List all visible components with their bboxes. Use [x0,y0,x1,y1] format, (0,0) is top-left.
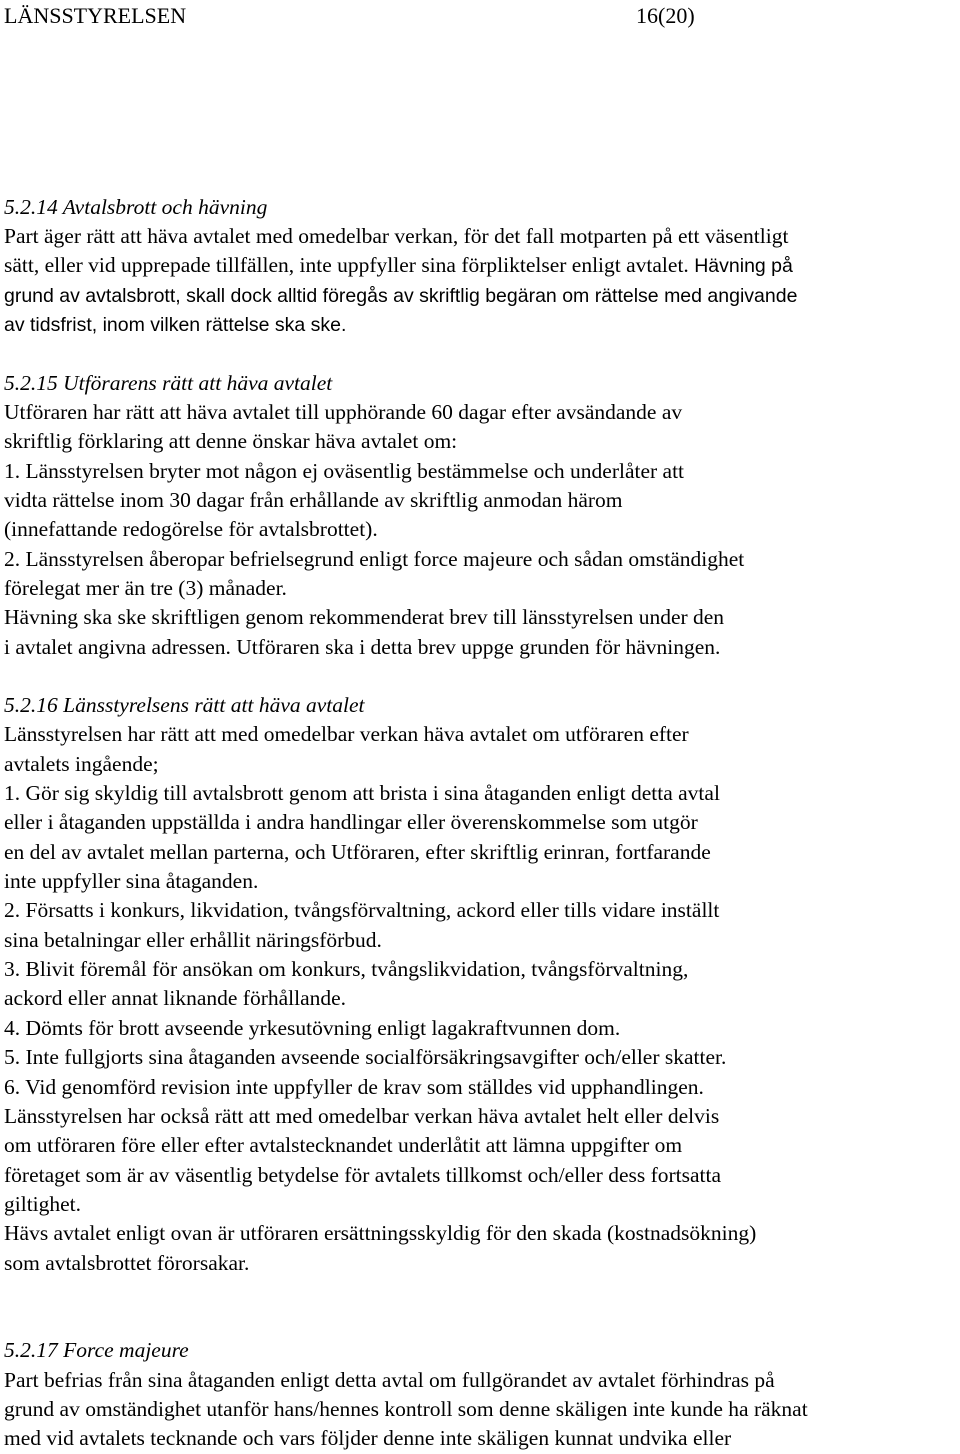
text-line: ackord eller annat liknande förhållande. [4,986,347,1010]
list-item: 1. Länsstyrelsen bryter mot någon ej oväsentlig bestämmelse och underlåter att [4,459,685,483]
text-line: Länsstyrelsen har också rätt att med omedelbar verkan häva avtalet helt eller delvis [4,1104,720,1128]
section-heading-5-2-16: 5.2.16 Länsstyrelsens rätt att häva avtalet [4,693,365,717]
text-line: företaget som är av väsentlig betydelse för avtalets tillkomst och/eller dess fortsatta [4,1163,722,1187]
list-item: 2. Länsstyrelsen åberopar befrielsegrund enligt force majeure och sådan omständighet [4,547,745,571]
text-segment: sätt, eller vid upprepade tillfällen, inte uppfyller sina förpliktelser enligt avtalet. [4,253,689,277]
section-heading-5-2-14: 5.2.14 Avtalsbrott och hävning [4,195,268,219]
page-number: 16(20) [636,3,695,28]
list-item: 4. Dömts för brott avseende yrkesutövning enligt lagakraftvunnen dom. [4,1016,621,1040]
text-line: Part äger rätt att häva avtalet med omedelbar verkan, för det fall motparten på ett väsentligt [4,224,789,248]
text-segment: Hävning på [688,255,793,277]
text-line: vidta rättelse inom 30 dagar från erhållande av skriftlig anmodan härom [4,488,623,512]
text-line: sina betalningar eller erhållit näringsförbud. [4,928,382,952]
text-line [4,252,793,279]
text-line: Hävs avtalet enligt ovan är utföraren ersättningsskyldig för den skada (kostnadsökning) [4,1221,757,1245]
text-line: giltighet. [4,1192,82,1216]
text-line: eller i åtaganden uppställda i andra handlingar eller överenskommelse som utgör [4,810,698,834]
text-line: avtalets ingående; [4,752,159,776]
text-line: grund av avtalsbrott, skall dock alltid föregås av skriftlig begäran om rättelse med angivande [4,285,798,307]
text-line: Utföraren har rätt att häva avtalet till upphörande 60 dagar efter avsändande av [4,400,683,424]
text-line: Länsstyrelsen har rätt att med omedelbar verkan häva avtalet om utföraren efter [4,722,689,746]
text-line: om utföraren före eller efter avtalstecknandet underlåtit att lämna uppgifter om [4,1133,683,1157]
text-line: Part befrias från sina åtaganden enligt detta avtal om fullgörandet av avtalet förhindras på [4,1368,775,1392]
text-line: förelegat mer än tre (3) månader. [4,576,287,600]
list-item: 2. Försatts i konkurs, likvidation, tvångsförvaltning, ackord eller tills vidare inställt [4,898,720,922]
list-item: 5. Inte fullgjorts sina åtaganden avseende socialförsäkringsavgifter och/eller skatter. [4,1045,727,1069]
organization-name: LÄNSSTYRELSEN [4,3,187,28]
section-heading-5-2-17: 5.2.17 Force majeure [4,1338,189,1362]
list-item: 1. Gör sig skyldig till avtalsbrott genom att brista i sina åtaganden enligt detta avtal [4,781,720,805]
text-line: inte uppfyller sina åtaganden. [4,869,259,893]
text-line: Hävning ska ske skriftligen genom rekommenderat brev till länsstyrelsen under den [4,605,725,629]
list-item: 3. Blivit föremål för ansökan om konkurs, tvångslikvidation, tvångsförvaltning, [4,957,689,981]
text-line: grund av omständighet utanför hans/hennes kontroll som denne skäligen inte kunde ha räknat [4,1397,808,1421]
list-item: 6. Vid genomförd revision inte uppfyller de krav som ställdes vid upphandlingen. [4,1075,704,1099]
text-line: med vid avtalets tecknande och vars följder denne inte skäligen kunnat undvika eller [4,1426,732,1450]
text-line: som avtalsbrottet förorsakar. [4,1251,250,1275]
text-line: en del av avtalet mellan parterna, och Utföraren, efter skriftlig erinran, fortfarande [4,840,711,864]
section-heading-5-2-15: 5.2.15 Utförarens rätt att häva avtalet [4,371,333,395]
text-line: av tidsfrist, inom vilken rättelse ska ske. [4,314,347,336]
text-line: i avtalet angivna adressen. Utföraren ska i detta brev uppge grunden för hävningen. [4,635,721,659]
text-line: skriftlig förklaring att denne önskar häva avtalet om: [4,429,458,453]
text-line: (innefattande redogörelse för avtalsbrottet). [4,517,378,541]
